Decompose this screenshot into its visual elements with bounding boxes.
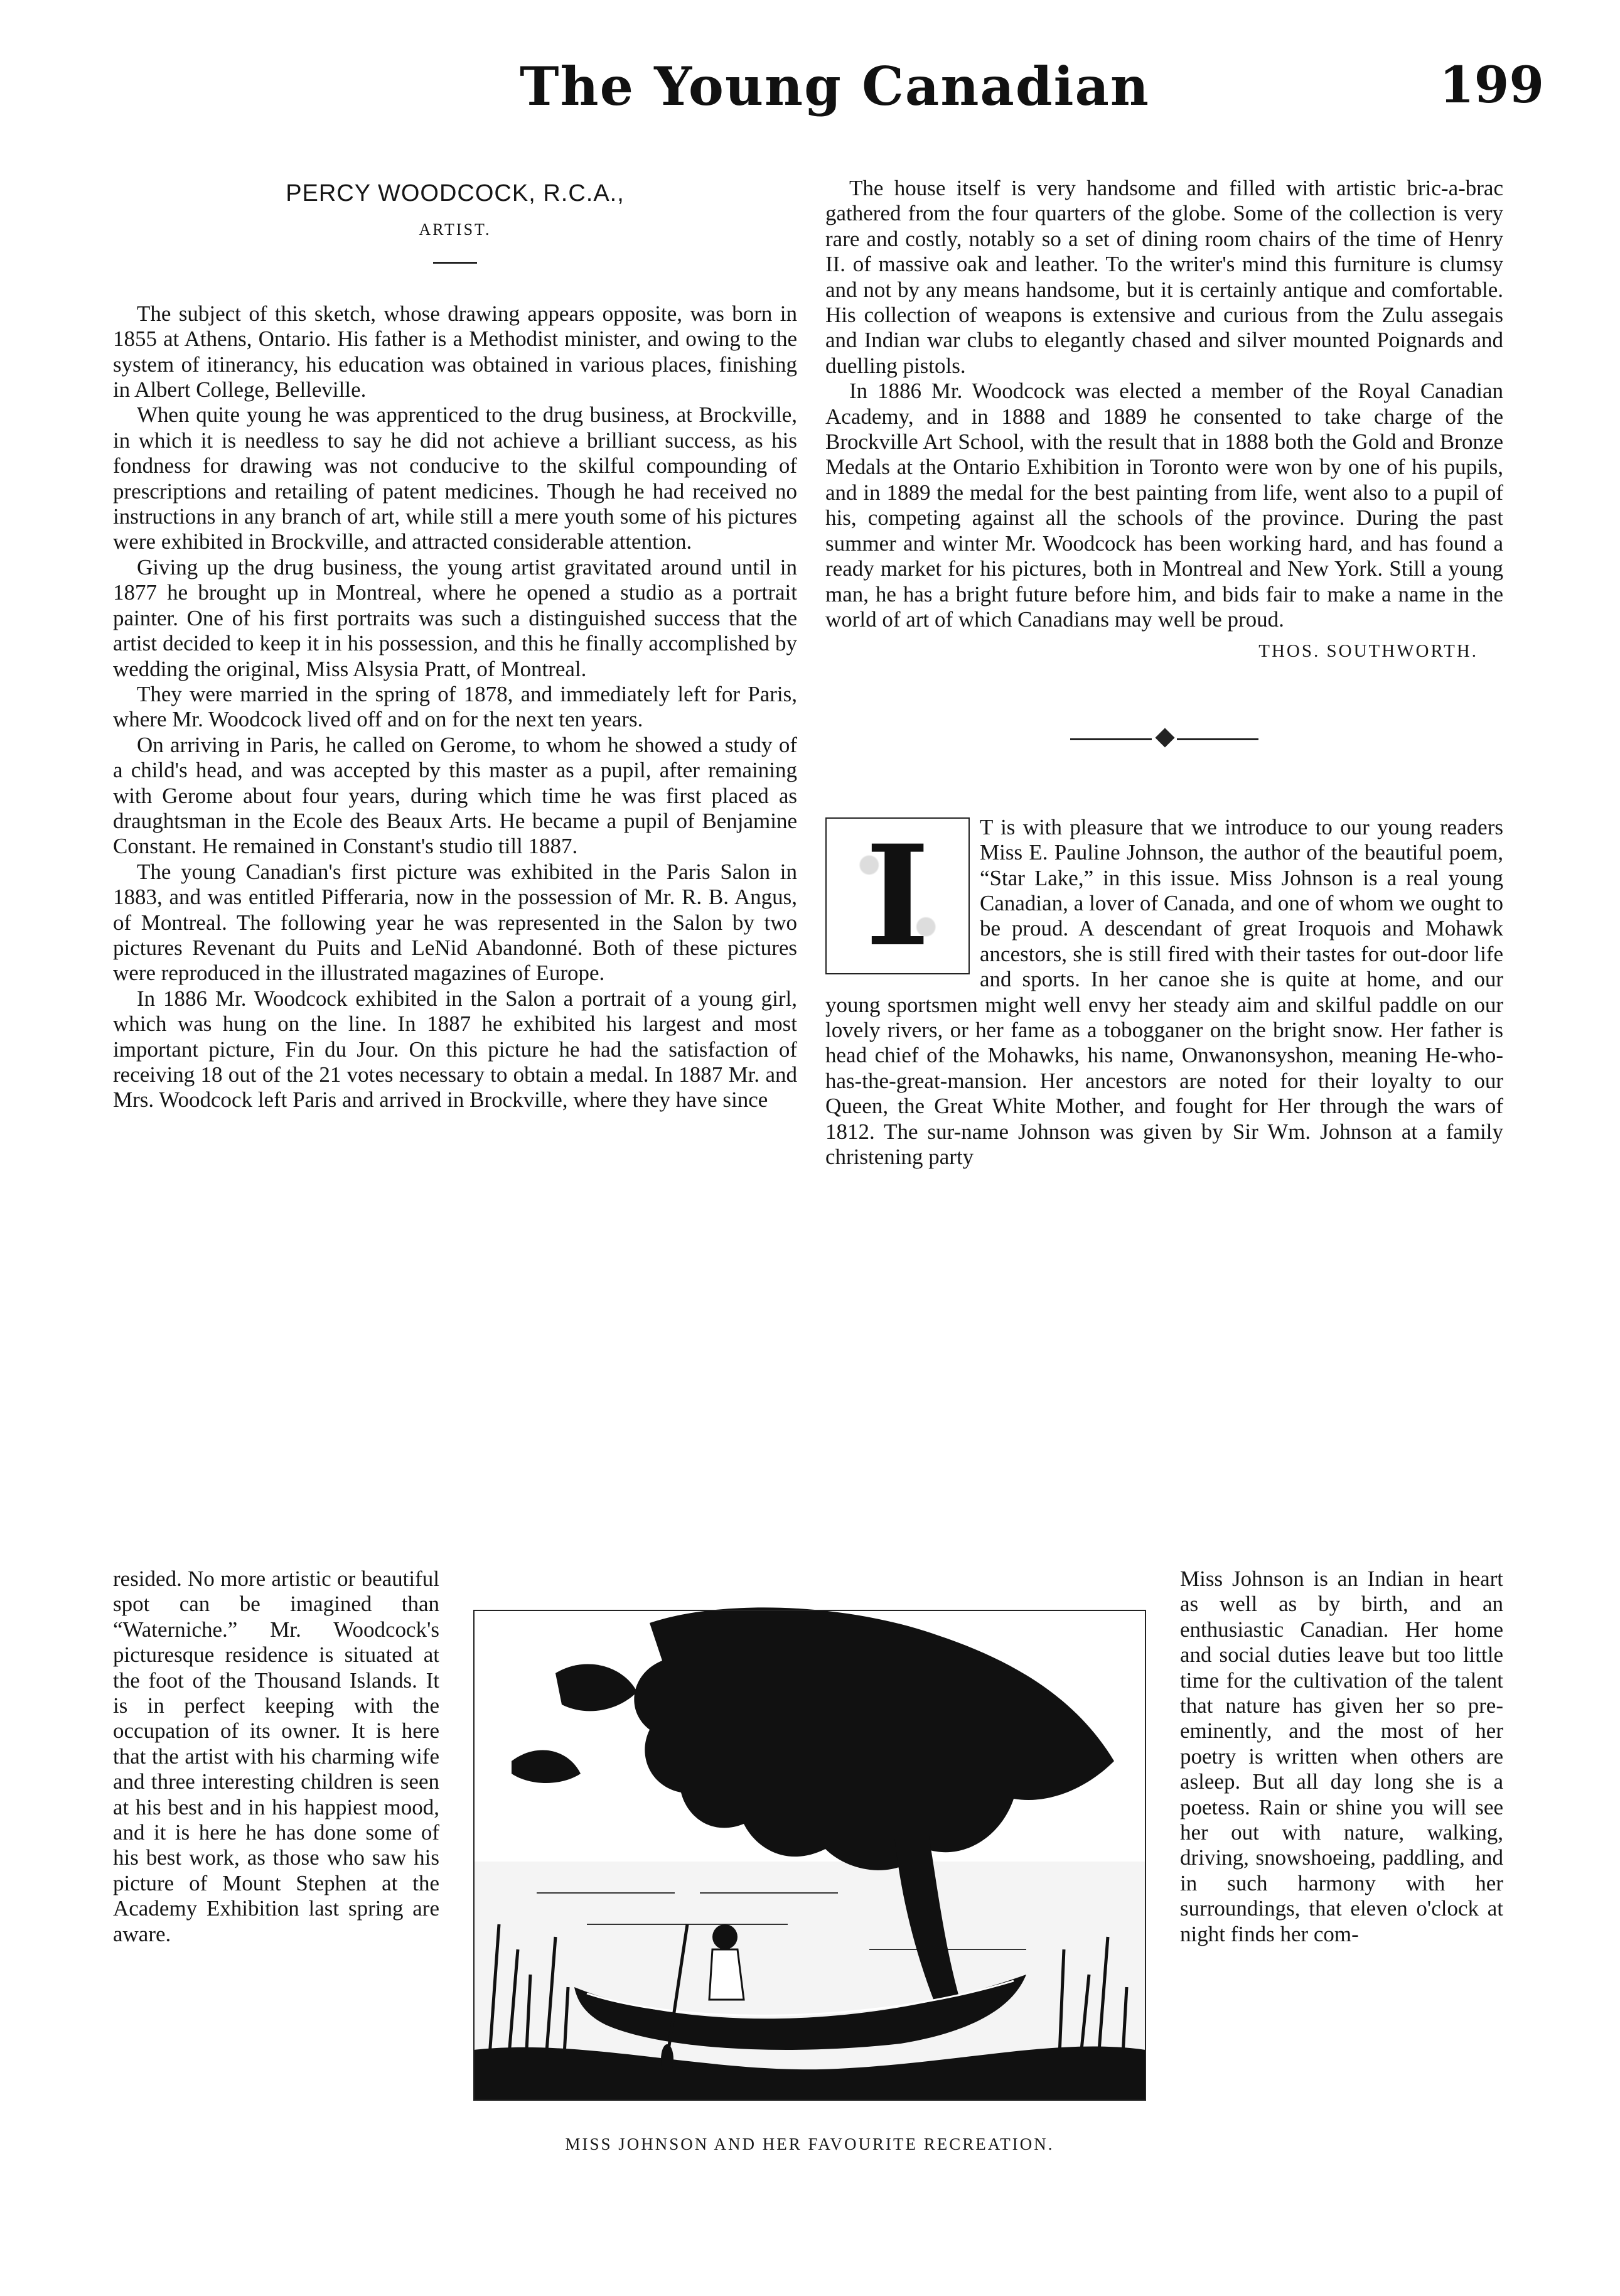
dropcap: I xyxy=(825,817,970,974)
illustration-caption: MISS JOHNSON AND HER FAVOURITE RECREATION. xyxy=(565,2135,1054,2153)
paragraph: The subject of this sketch, whose drawing appears opposite, was born in 1855 at Athens, Ontario. His father is a Methodist minister, and owing to the system of itinerancy, his education was obtained in various places, finishing in Albert College, Belleville. xyxy=(113,301,797,402)
narrow-right-text: Miss Johnson is an Indian in heart as well as by birth, and an enthusiastic Canadian. Her home and social duties leave but too little time for the cultivation of the talent that nature has given her so pre-eminently, and the most of her poetry is written when others are asleep. But all day long she is a poetess. Rain or shine you will see her out with nature, walking, driving, snowshoeing, paddling, and in such harmony with her surroundings, that eleven o'clock at night finds her com- xyxy=(1180,1566,1503,1946)
johnson-intro xyxy=(825,815,1503,1170)
paragraph: The house itself is very handsome and filled with artistic bric-a-brac gathered from the four quarters of the globe. Some of the collection is very rare and costly, notably so a set of dining room chairs of the time of Henry II. of massive oak and leather. To the writer's mind this furniture is clumsy and not by any means handsome, but it is certainly antique and comfortable. His collection of weapons is extensive and curious from the Zulu assegais and Indian war clubs to elegantly chased and silver mounted Poignards and duelling pistols. xyxy=(825,176,1503,378)
masthead xyxy=(0,55,1620,137)
paragraph: In 1886 Mr. Woodcock exhibited in the Salon a portrait of a young girl, which was hung on the line. In 1887 he exhibited his largest and most important picture, Fin du Jour. On this picture he had the satisfaction of receiving 18 out of the 21 votes necessary to obtain a medal. In 1887 Mr. and Mrs. Woodcock left Paris and arrived in Brockville, where they have since xyxy=(113,986,797,1113)
article-subtitle: ARTIST. xyxy=(419,220,491,239)
paragraph: The young Canadian's first picture was exhibited in the Paris Salon in 1883, and was entitled Pifferaria, now in the possession of Mr. R. B. Angus, of Montreal. The following year he was represented in the Salon by two pictures Revenant du Puits and LeNid Abandonné. Both of these pictures were reproduced in the illustrated magazines of Europe. xyxy=(113,859,797,986)
right-column xyxy=(825,176,1503,1170)
paragraph: They were married in the spring of 1878, and immediately left for Paris, where Mr. Woodcock lived off and on for the next ten years. xyxy=(113,681,797,732)
author-signature: THOS. SOUTHWORTH. xyxy=(1258,641,1478,662)
paragraph: T is with pleasure that we introduce to our young readers Miss E. Pauline Johnson, the author of the beautiful poem, “Star Lake,” in this issue. Miss Johnson is a real young Canadian, a lover of Canada, and one of whom we ought to be proud. A descendant of great Iroquois and Mohawk ancestors, she is still fired with their tastes for out-door life and sports. In her canoe she is quite at home, and our young sportsmen might well envy her steady aim and skilful paddle on our lovely rivers, or her fame as a tobogganer on the bright snow. Her father is head chief of the Mohawks, his name, Onwanonsyshon, meaning He-who-has-the-great-mansion. Her ancestors are noted for their loyalty to our Queen, the Great White Mother, and fought for Her through the wars of 1812. The sur-name Johnson was given by Sir Wm. Johnson at a family christening party xyxy=(825,814,1503,1169)
masthead-title: The Young Canadian xyxy=(519,55,1150,117)
left-column xyxy=(113,176,797,1113)
paragraph: On arriving in Paris, he called on Gerome, to whom he showed a study of a child's head, and was accepted by this master as a pupil, after remaining with Gerome about four years, during which time he was first placed as draughtsman in the Ecole des Beaux Arts. He became a pupil of Benjamine Constant. He remained in Constant's studio till 1887. xyxy=(113,732,797,859)
page-number: 199 xyxy=(1439,55,1544,114)
section-ornament xyxy=(1070,721,1258,758)
narrow-left-text: resided. No more artistic or beautiful spot can be imagined than “Waterniche.” Mr. Woodcock's picturesque residence is situated at the foot of the Thousand Islands. It is in perfect keeping with the occupation of its owner. It is here that the artist with his charming wife and three interesting children is seen at his best and in his happiest mood, and it is here he has done some of his best work, as those who saw his picture of Mount Stephen at the Academy Exhibition last spring are aware. xyxy=(113,1566,439,1946)
paragraph: When quite young he was apprenticed to the drug business, at Brockville, in which it is needless to say he did not achieve a brilliant success, as his fondness for drawing was not conducive to the skilful compounding of prescriptions and retailing of patent medicines. Though he had received no instructions in any branch of art, while still a mere youth some of his pictures were exhibited in Brockville, and attracted considerable attention. xyxy=(113,402,797,554)
paragraph: Giving up the drug business, the young artist gravitated around until in 1877 he brought up in Montreal, where he opened a studio as a portrait painter. One of his first portraits was such a distinguished success that the artist decided to keep it in his possession, and this he finally accomplished by wedding the original, Miss Alsysia Pratt, of Montreal. xyxy=(113,554,797,681)
paragraph: In 1886 Mr. Woodcock was elected a member of the Royal Canadian Academy, and in 1888 and 1889 he consented to take charge of the Brockville Art School, with the result that in 1888 both the Gold and Bronze Medals at the Ontario Exhibition in Toronto were won by one of his pupils, and in 1889 the medal for the best painting from life, went also to a pupil of his, competing against all the schools of the province. During the past summer and winter Mr. Woodcock has been working hard, and has found a ready market for his pictures, both in Montreal and New York. Still a young man, he has a bright future before him, and bids fair to make a name in the world of art of which Canadians may well be proud. xyxy=(825,379,1503,632)
canoe-illustration xyxy=(461,1598,1158,2113)
article-title: PERCY WOODCOCK, R.C.A., xyxy=(286,180,625,207)
title-divider xyxy=(433,262,477,264)
